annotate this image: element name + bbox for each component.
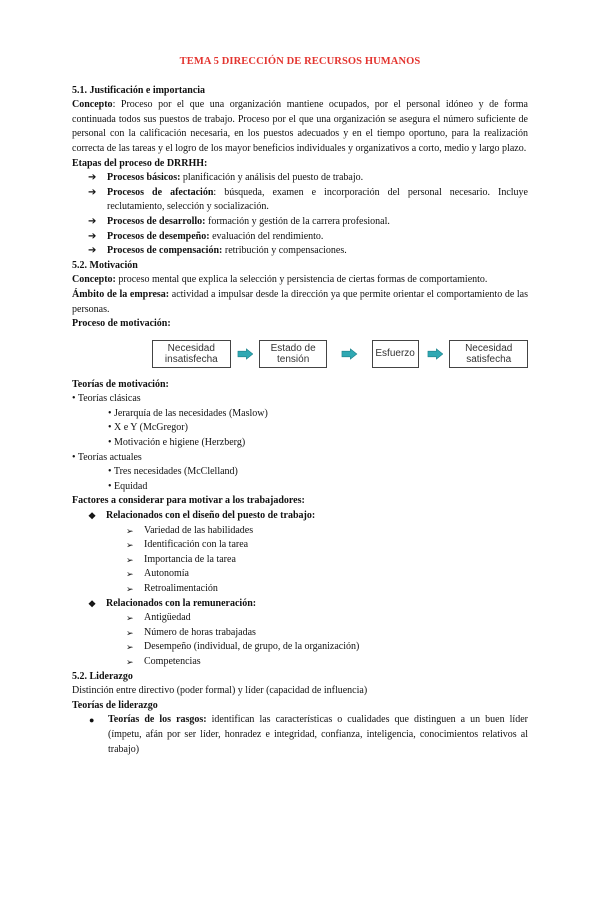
list-item-text: Competencias <box>144 655 201 667</box>
motivacion-concepto-label: Concepto: <box>72 274 116 286</box>
factor-group-diseno <box>72 509 528 524</box>
flow-arrow-icon <box>237 348 254 360</box>
list-item-text: Importancia de la tarea <box>144 553 236 565</box>
factor-group-remuneracion <box>72 597 528 612</box>
etapa-label: Procesos básicos: <box>107 172 181 184</box>
ambito-paragraph <box>72 288 528 317</box>
list-item-etapa <box>72 230 528 245</box>
flow-arrow-icon <box>427 348 444 360</box>
page-title: TEMA 5 DIRECCIÓN DE RECURSOS HUMANOS <box>179 56 421 67</box>
actuales-label: • Teorías actuales <box>72 451 142 463</box>
triangle-bullet-icon: ➢ <box>126 584 134 594</box>
arrow-right-icon: ➔ <box>88 230 97 242</box>
list-item-etapa <box>72 215 528 230</box>
list-item <box>72 553 528 568</box>
motivacion-concepto-text: proceso mental que explica la selección y persistencia de ciertas formas de comportamiento. <box>115 274 488 286</box>
section-heading-liderazgo: 5.2. Liderazgo <box>72 670 133 682</box>
list-item-text: Antigüedad <box>144 612 191 624</box>
etapa-text: planificación y análisis del puesto de trabajo. <box>180 172 364 184</box>
etapa-label: Procesos de desempeño: <box>107 230 210 242</box>
factor-group-label: Relacionados con la remuneración: <box>106 597 257 609</box>
distincion-text: Distinción entre directivo (poder formal) y líder (capacidad de influencia) <box>72 685 368 697</box>
list-item-text: Variedad de las habilidades <box>144 524 254 536</box>
factor-group-label: Relacionados con el diseño del puesto de trabajo: <box>106 510 316 522</box>
triangle-bullet-icon: ➢ <box>126 569 134 580</box>
list-item-rasgos <box>72 713 528 757</box>
etapa-text: retribución y compensaciones. <box>222 245 347 257</box>
ambito-text: actividad a impulsar desde la dirección ya que permite orientar el comportamiento de las personas. <box>72 288 529 315</box>
list-item <box>72 538 528 553</box>
arrow-right-icon: ➔ <box>88 245 97 257</box>
flow-box-estado-tension: Estado de tensión <box>259 340 326 368</box>
list-item-etapa <box>72 244 528 259</box>
list-item-text: Número de horas trabajadas <box>144 626 256 638</box>
diamond-bullet-icon: ❖ <box>88 598 97 609</box>
triangle-bullet-icon: ➢ <box>126 525 134 536</box>
rasgos-text: identifican las características o cualidades que distinguen a un buen líder (ímpetu, afán por ser líder, honradez e integridad, confianza, inteligencia, conocimientos relativos al trabajo) <box>108 714 528 755</box>
triangle-bullet-icon: ➢ <box>126 554 134 565</box>
bullet-dot-icon: ● <box>89 715 95 726</box>
diamond-bullet-icon: ❖ <box>88 511 97 522</box>
section-heading-motivacion: 5.2. Motivación <box>72 259 138 271</box>
factores-heading: Factores a considerar para motivar a los trabajadores: <box>72 495 305 507</box>
list-item-etapa <box>72 186 528 215</box>
list-item: • Motivación e higiene (Herzberg) <box>108 437 246 449</box>
triangle-bullet-icon: ➢ <box>126 642 134 653</box>
triangle-bullet-icon: ➢ <box>126 656 134 667</box>
etapa-label: Procesos de desarrollo: <box>107 215 206 227</box>
list-item <box>72 655 528 670</box>
triangle-bullet-icon: ➢ <box>126 540 134 551</box>
list-item-text: Autonomía <box>144 568 189 580</box>
concepto-text: : Proceso por el que una organización mantiene ocupados, por el personal idóneo y de forma continuada todos sus puestos de trabajo. Proceso por el que una organización se asegura el número suficiente de personal con la calificación necesaria, en los puestos adecuados y en el tiempo oportuno, para la realización correcta de las tareas y el logro de los mayor beneficios individuales y organizativos a corto, medio y largo plazo. <box>72 99 528 154</box>
motivacion-concepto <box>72 273 528 288</box>
list-item <box>72 626 528 641</box>
proceso-heading: Proceso de motivación: <box>72 318 171 330</box>
list-item <box>72 567 528 582</box>
teorias-liderazgo-heading: Teorías de liderazgo <box>72 699 158 711</box>
etapa-label: Procesos de compensación: <box>107 245 223 257</box>
motivation-flow-diagram <box>152 338 528 370</box>
section-heading-justificacion: 5.1. Justificación e importancia <box>72 84 206 96</box>
triangle-bullet-icon: ➢ <box>126 613 134 624</box>
etapas-heading: Etapas del proceso de DRRHH: <box>72 157 208 169</box>
list-item-etapa <box>72 171 528 186</box>
list-item-text: Identificación con la tarea <box>144 539 249 551</box>
list-item <box>72 524 528 539</box>
list-item: • Jerarquía de las necesidades (Maslow) <box>108 407 268 419</box>
etapa-text: : búsqueda, examen e incorporación del personal necesario. Incluye reclutamiento, selección y socialización. <box>107 186 528 213</box>
concepto-paragraph <box>72 98 528 156</box>
list-item-text: Retroalimentación <box>144 583 218 594</box>
etapa-label: Procesos de afectación <box>107 186 214 198</box>
triangle-bullet-icon: ➢ <box>126 627 134 638</box>
arrow-right-icon: ➔ <box>88 215 97 227</box>
clasicas-label: • Teorías clásicas <box>72 393 141 405</box>
flow-box-esfuerzo: Esfuerzo <box>372 340 419 368</box>
arrow-right-icon: ➔ <box>88 172 97 184</box>
list-item-text: Desempeño (individual, de grupo, de la organización) <box>144 641 360 653</box>
list-item: • Equidad <box>108 480 148 492</box>
list-item <box>72 582 528 597</box>
list-item <box>72 640 528 655</box>
ambito-label: Ámbito de la empresa: <box>72 288 170 300</box>
teorias-motivacion-heading: Teorías de motivación: <box>72 378 169 390</box>
concepto-label: Concepto <box>72 99 113 111</box>
flow-box-necesidad-satisfecha: Necesidad satisfecha <box>449 340 528 368</box>
list-item: • Tres necesidades (McClelland) <box>108 466 238 478</box>
list-item <box>72 611 528 626</box>
flow-arrow-icon <box>341 348 358 360</box>
flow-box-necesidad-insatisfecha: Necesidad insatisfecha <box>152 340 231 368</box>
arrow-right-icon: ➔ <box>88 186 97 198</box>
etapa-text: formación y gestión de la carrera profesional. <box>205 215 390 227</box>
list-item: • X e Y (McGregor) <box>108 422 188 434</box>
rasgos-label: Teorías de los rasgos: <box>108 714 207 726</box>
etapa-text: evaluación del rendimiento. <box>209 230 324 242</box>
document-page <box>0 55 600 757</box>
